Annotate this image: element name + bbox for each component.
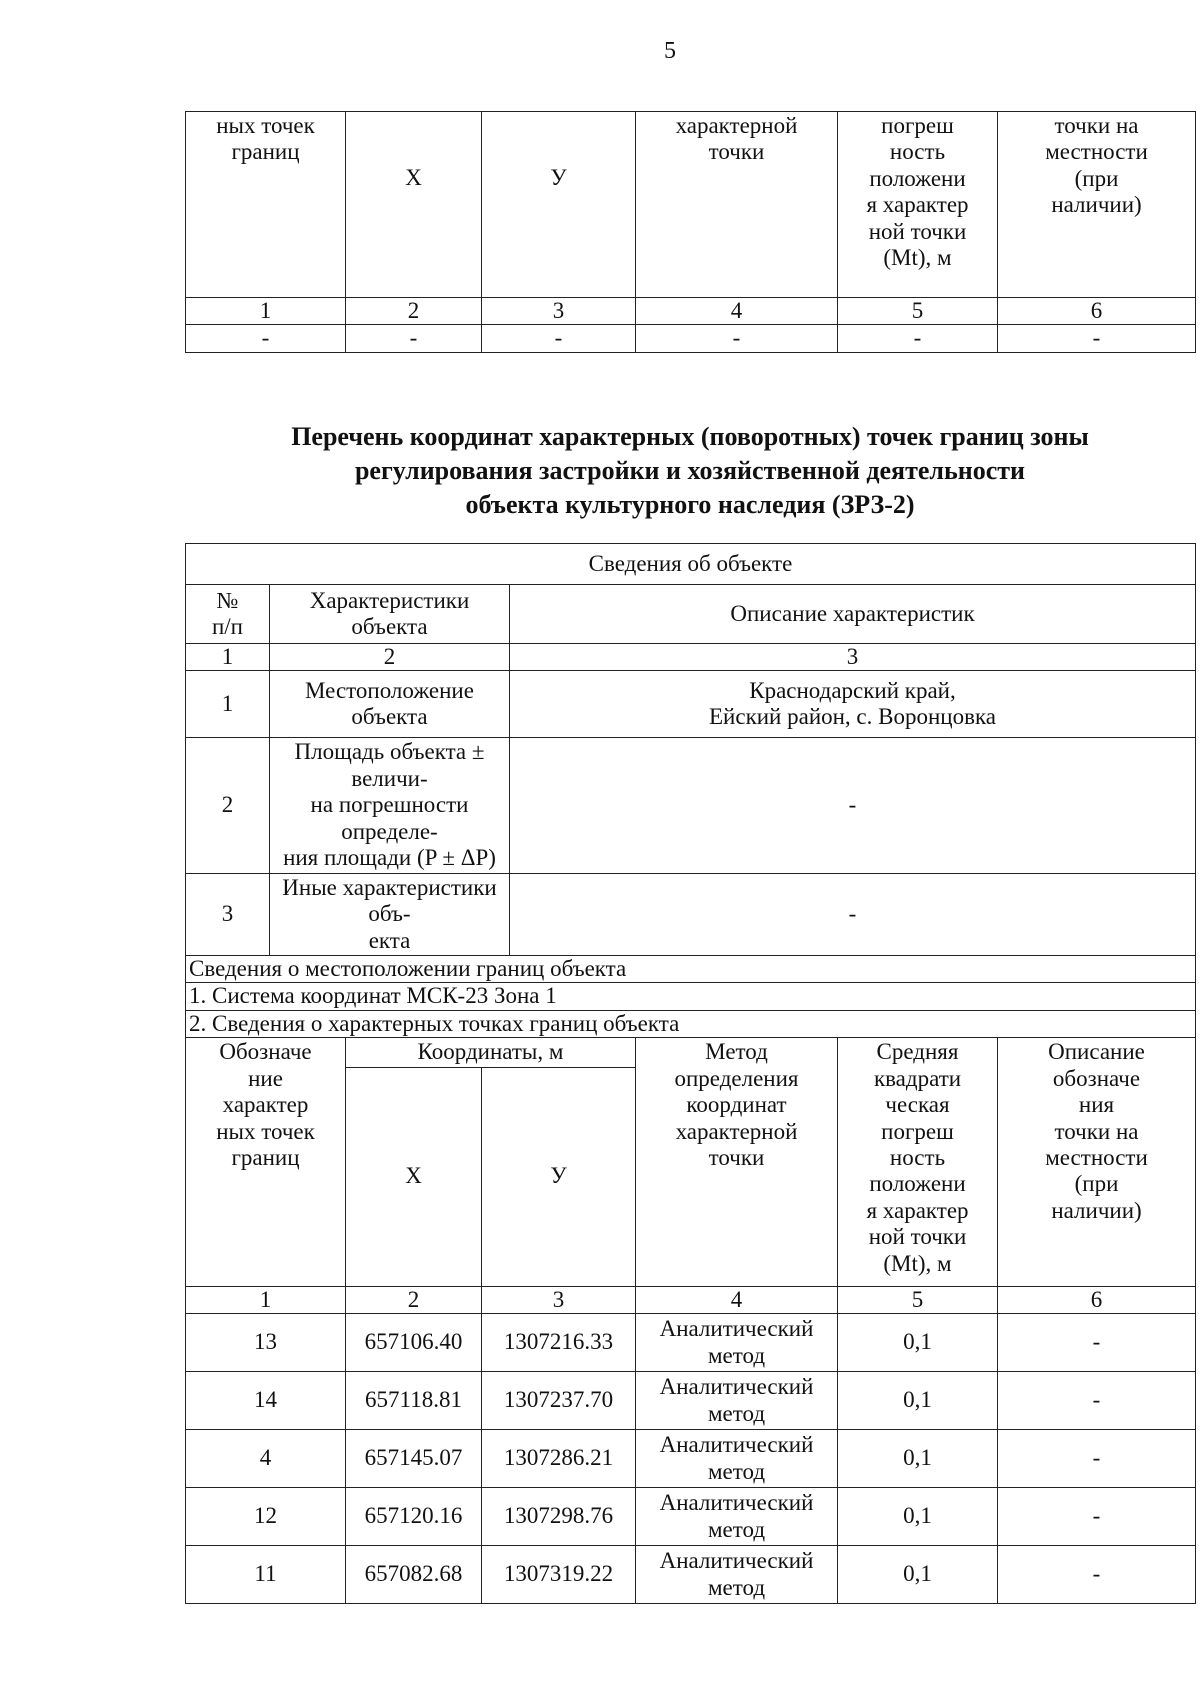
table-row: - - - - - - [186,325,1196,352]
header-characteristic: Характеристики объекта [270,585,510,644]
object-info-header-row [186,585,1196,644]
table-row: 11 657082.68 1307319.22 Аналитический метод 0,1 - [186,1546,1196,1604]
header-point-description: Описание обозначе ния точки на местности (при наличии) [998,1038,1196,1286]
table-row: 13 657106.40 1307216.33 Аналитический метод 0,1 - [186,1314,1196,1372]
header-method: характерной точки [636,112,838,298]
table-row: 2 Площадь объекта ± величи- на погрешности определе- ния площади (P ± ΔP) - [186,738,1196,873]
header-y: У [482,112,636,298]
header-designation: ных точек границ [186,112,346,298]
location-title-row [186,955,1196,982]
object-info-title: Сведения об объекте [186,544,1196,585]
section-title: Перечень координат характерных (поворотных) точек границ зоны регулирования застройки и хозяйственной деятельности объекта культурного наследия (ЗРЗ-2) [291,422,1089,519]
header-description: точки на местности (при наличии) [998,112,1196,298]
location-title: Сведения о местоположении границ объекта [186,955,1196,982]
header-description: Описание характеристик [510,585,1196,644]
points-title-row [186,1010,1196,1037]
header-error: Средняя квадрати ческая погреш ность положени я характер ной точки (Mt), м [838,1038,998,1286]
header-coordinates: Координаты, м [346,1038,636,1067]
table-row: 3 Иные характеристики объ- екта - [186,873,1196,955]
header-x: X [346,1067,482,1286]
header-x: X [346,112,482,298]
header-y: У [482,1067,636,1286]
table-row: 14 657118.81 1307237.70 Аналитический метод 0,1 - [186,1372,1196,1430]
header-method: Метод определения координат характерной точки [636,1038,838,1286]
header-number: № п/п [186,585,270,644]
points-header-row [186,1038,1196,1067]
header-designation: Обозначе ние характер ных точек границ [186,1038,346,1286]
continued-points-table [185,111,1196,353]
table-header-row [186,112,1196,298]
coord-system: 1. Система координат МСК-23 Зона 1 [186,983,1196,1010]
column-number-row: 1 2 3 4 5 6 [186,298,1196,325]
points-title: 2. Сведения о характерных точках границ объекта [186,1010,1196,1037]
object-info-title-row [186,544,1196,585]
table-row: 4 657145.07 1307286.21 Аналитический метод 0,1 - [186,1430,1196,1488]
object-info-table [185,543,1196,1604]
table-row: 1 Местоположение объекта Краснодарский край, Ейский район, с. Воронцовка [186,671,1196,738]
page-number: 5 [664,38,676,64]
column-number-row: 1 2 3 [186,644,1196,671]
table-row: 12 657120.16 1307298.76 Аналитический метод 0,1 - [186,1488,1196,1546]
header-error: погреш ность положени я характер ной точки (Mt), м [838,112,998,298]
coord-system-row [186,983,1196,1010]
column-number-row: 1 2 3 4 5 6 [186,1286,1196,1313]
